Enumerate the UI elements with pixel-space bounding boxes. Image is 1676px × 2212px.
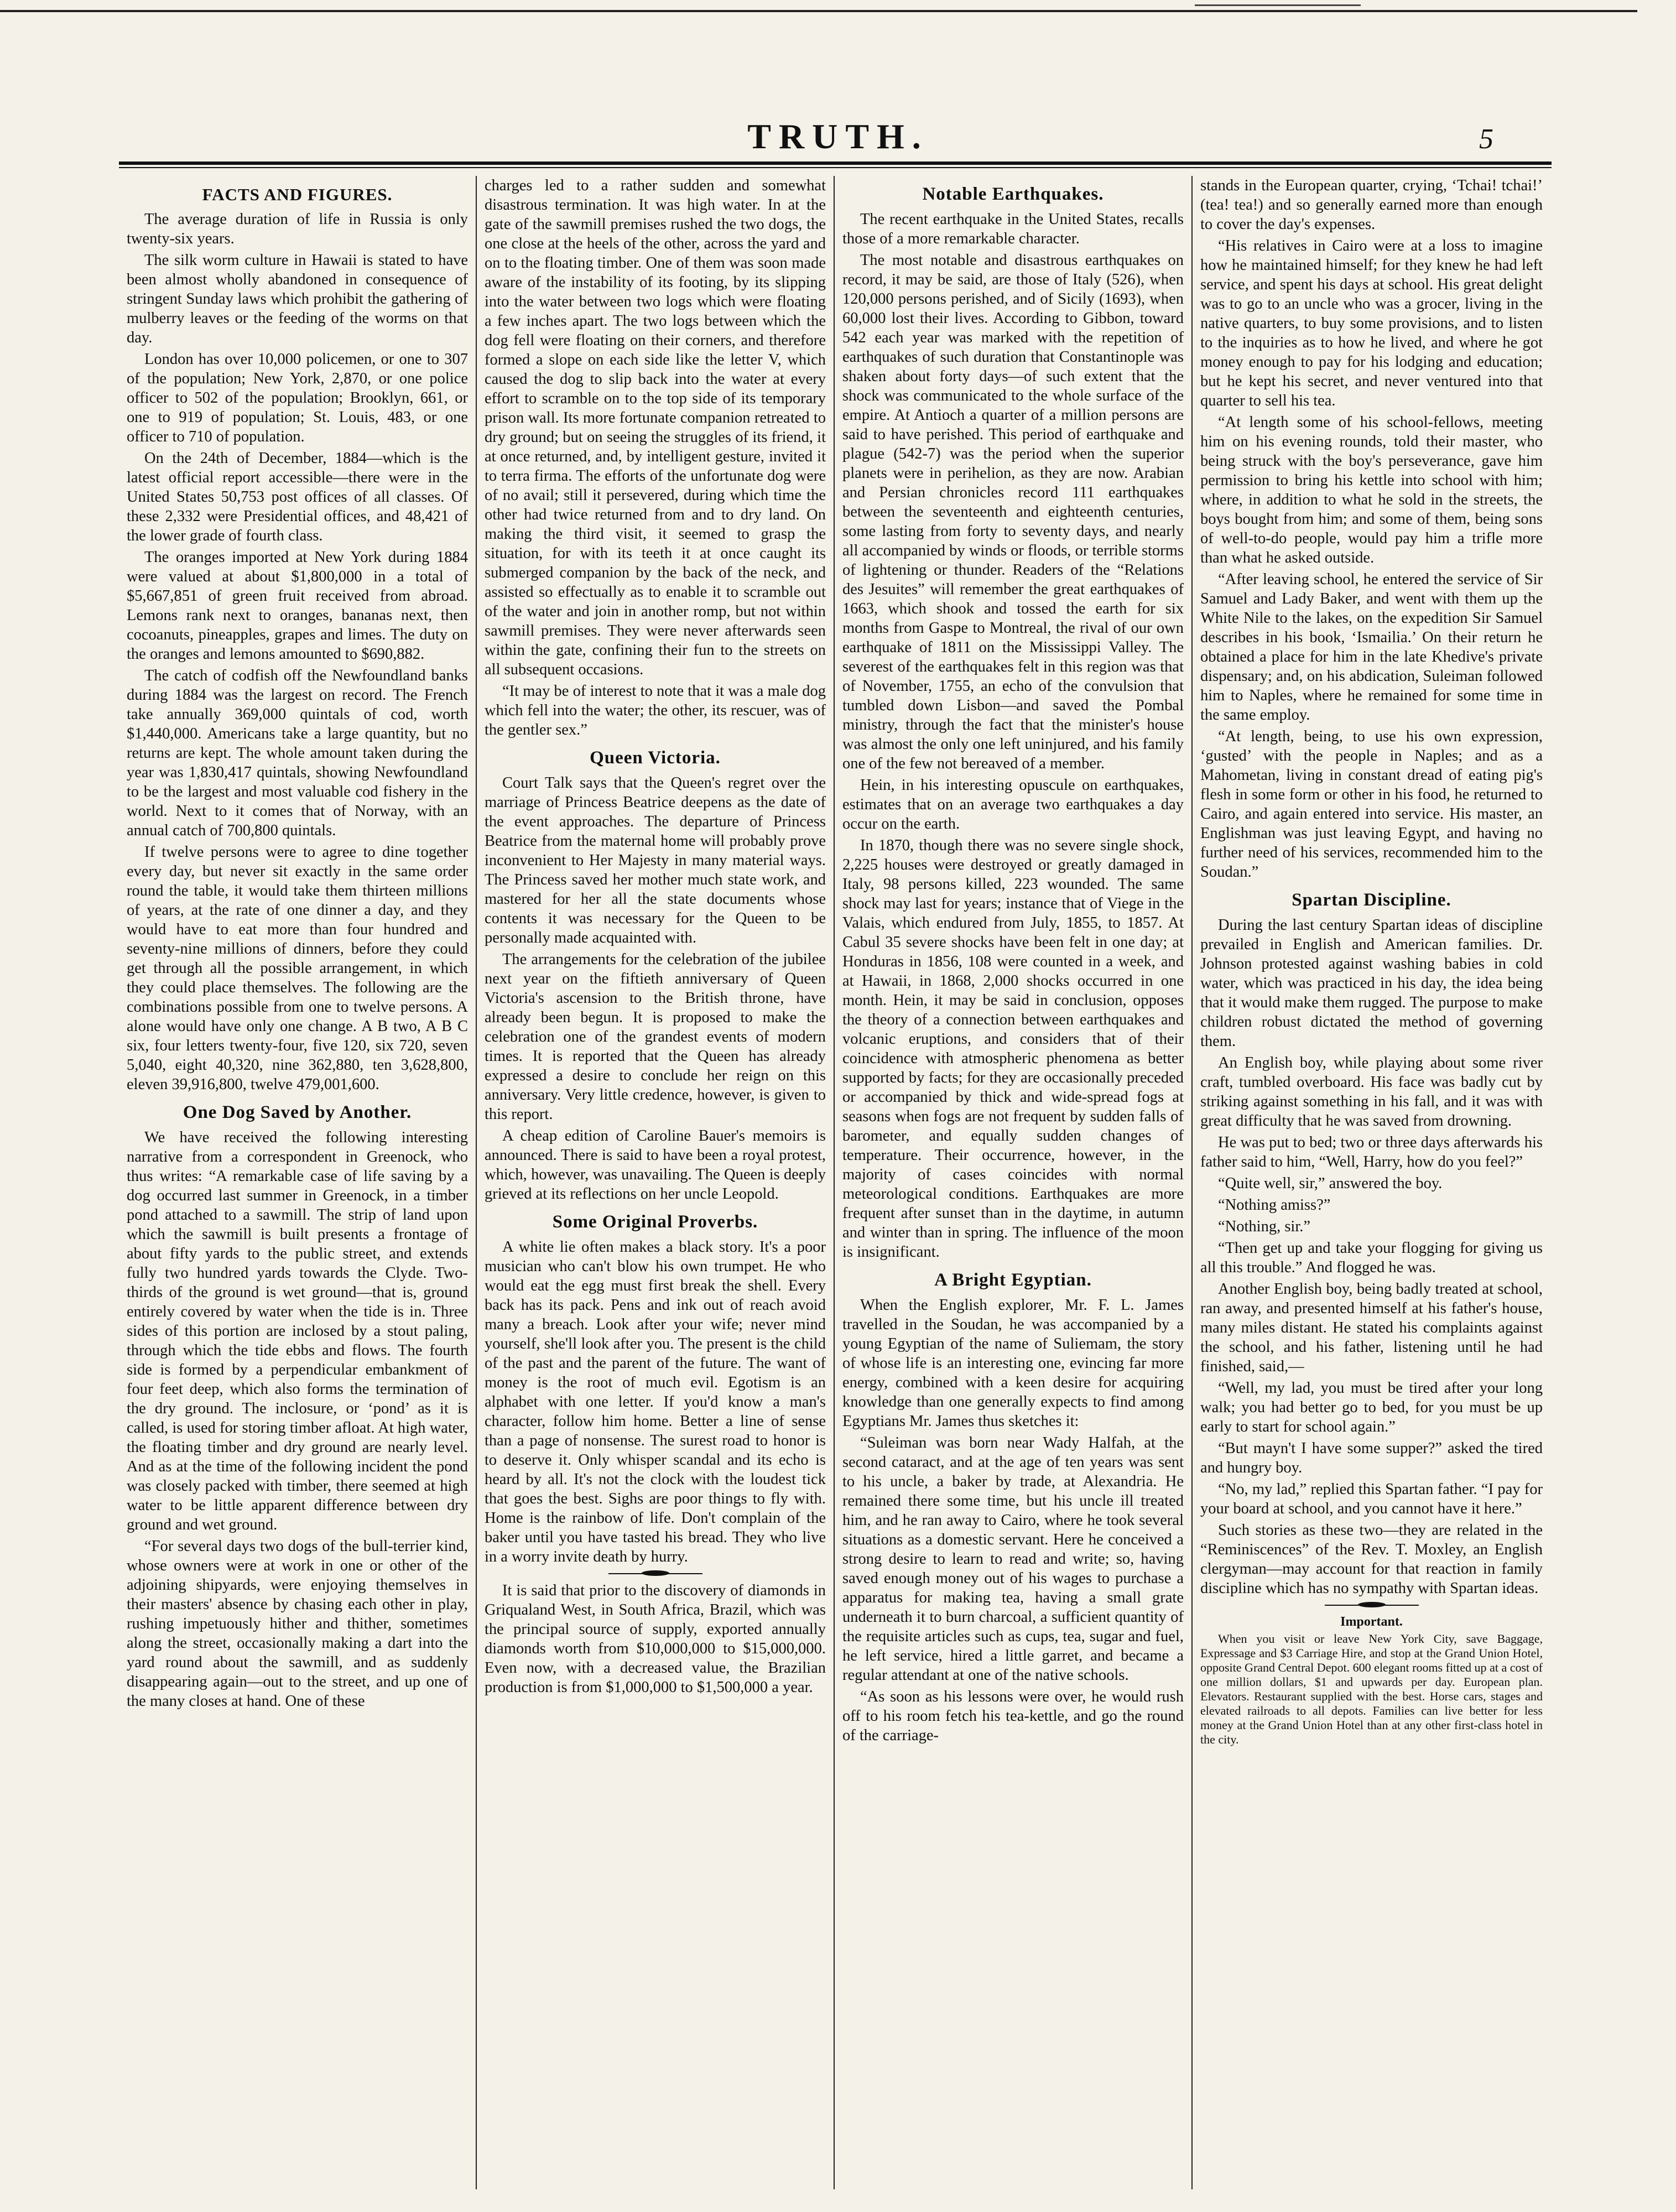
article-paragraph: On the 24th of December, 1884—which is the latest official report accessible—there were in the United States 50,753 post offices of all classes. Of these 2,332 were Presidential offices, and 48,421 of the lower grade of fourth class. [127,450,468,544]
masthead-title: TRUTH. [747,117,929,156]
article-paragraph: “At length some of his school-fellows, meeting him on his evening rounds, told their master, who being struck with the boy's perseverance, gave him permission to bring his kettle into school with him; where, in addition to what he sold in the streets, the boys bought from him; and some of them, being sons of well-to-do people, would pay him a trifle more than what he asked outside. [1200,414,1543,566]
article-heading: One Dog Saved by Another. [183,1102,412,1122]
top-rule [0,10,1637,12]
column-4 [1193,176,1550,2189]
notice-text: When you visit or leave New York City, save Baggage, Expressage and $3 Carriage Hire, and stop at the Grand Union Hotel, opposite Grand Central Depot. 600 elegant rooms fitted up at a cost of one million dollars, $1 and upwards per day. European plan. Elevators. Restaurant supplied with the best. Horse cars, stages and elevated railroads to all depots. Families can live better for less money at the Grand Union Hotel than at any other first-class hotel in the city. [1200,1632,1543,1746]
article-paragraph: The most notable and disastrous earthquakes on record, it may be said, are those of Italy (526), when 120,000 persons perished, and of Sicily (1693), when 60,000 lost their lives. According to Gibbon, toward 542 each year was marked with the repetition of earthquakes of such duration that Constantinople was shaken about forty days—of such extent that the shock was communicated to the whole surface of the empire. At Antioch a quarter of a million persons are said to have perished. This period of earthquake and plague (542-7) was the period when the superior planets were in perihelion, as they are now. Arabian and Persian chronicles record 111 earthquakes between the seventeenth and eighteenth centuries, some lasting from forty to seventy days, and nearly all accompanied by winds or floods, or terrible storms of lightening or thunder. Readers of the “Relations des Jesuites” will remember the great earthquakes of 1663, which shook and tossed the earth for six months from Gaspe to Montreal, the rival of our own earthquake of 1811 on the Mississippi Valley. The severest of the earthquakes felt in this region was that of November, 1755, an echo of the convulsion that tumbled down Lisbon—and saved the Pombal ministry, through the fact that the minister's house was almost the only one left uninjured, and his family one of the few not bereaved of a member. [842,252,1184,772]
article-paragraph: Hein, in his interesting opuscule on earthquakes, estimates that on an average two earthquakes a day occur on the earth. [842,777,1184,832]
article-paragraph: “But mayn't I have some supper?” asked the tired and hungry boy. [1200,1440,1543,1476]
article-paragraph: “For several days two dogs of the bull-terrier kind, whose owners were at work in one or other of the adjoining shipyards, were enjoying themselves in their masters' absence by chasing each other in play, rushing impetuously hither and thither, sometimes along the street, occasionally making a dart into the yard round about the sawmill, and as suddenly disappearing again—out to the street, and up one of the many closes at hand. One of these [127,1538,468,1710]
page-number: 5 [1479,123,1493,155]
notice-title: Important. [1340,1615,1403,1629]
article-heading: Some Original Proverbs. [552,1212,758,1232]
header-rule-thin [119,167,1552,168]
article-paragraph: The average duration of life in Russia is only twenty-six years. [127,211,468,247]
article-paragraph: charges led to a rather sudden and somewhat disastrous termination. It was high water. In at the gate of the sawmill premises rushed the two dogs, the one close at the heels of the other, across the yard and on to the floating timber. One of them was soon made aware of the instability of its footing, by its slipping into the water between two logs which were floating a few inches apart. The two logs between which the dog fell were floating on their corners, and therefore formed a slope on each side like the letter V, which caused the dog to slip back into the water at every effort to scramble on to the top side of its temporary prison wall. Its more fortunate companion retreated to dry ground; but on seeing the struggles of its friend, it at once returned, and, by intelligent gesture, invited it to terra firma. The efforts of the unfortunate dog were of no avail; still it persevered, during which time the other had twice returned from and to dry land. On making the third visit, it seemed to grasp the situation, for with its teeth it at once caught its submerged companion by the back of the neck, and assisted so effectually as to enable it to scramble out of the water and join in another romp, but not within sawmill premises. They were never afterwards seen within the gate, confining their fun to the streets on all subsequent occasions. [485,177,826,678]
article-heading: A Bright Egyptian. [934,1270,1092,1290]
section-divider [1325,1605,1419,1606]
article-paragraph: Another English boy, being badly treated at school, ran away, and presented himself at his father's house, many miles distant. He stated his complaints against the school, and his father, listening until he had finished, said,— [1200,1281,1543,1375]
article-paragraph: London has over 10,000 policemen, or one to 307 of the population; New York, 2,870, or one police officer to 502 of the population; Brooklyn, 661, or one to 919 of population; St. Louis, 483, or one officer to 710 of population. [127,351,468,445]
article-paragraph: The oranges imported at New York during 1884 were valued at about $1,800,000 in a total of $5,667,851 of green fruit received from abroad. Lemons rank next to oranges, bananas next, then cocoanuts, pineapples, grapes and limes. The duty on the oranges and lemons amounted to $690,882. [127,549,468,663]
article-paragraph: “Then get up and take your flogging for giving us all this trouble.” And flogged he was. [1200,1240,1543,1276]
article-paragraph: “Quite well, sir,” answered the boy. [1218,1175,1443,1192]
section-divider [608,1573,702,1574]
article-paragraph: The catch of codfish off the Newfoundland banks during 1884 was the largest on record. The French take annually 369,000 quintals of cod, worth $1,440,000. Americans take a large quantity, but no returns are kept. The whole amount taken during the year was 1,830,417 quintals, showing Newfoundland to be the largest and most valuable cod fishery in the world. Next to it comes that of Norway, with an annual catch of 700,800 quintals. [127,667,468,839]
article-heading: Notable Earthquakes. [922,184,1104,204]
article-paragraph: It is said that prior to the discovery of diamonds in Griqualand West, in South Africa, Brazil, which was the principal source of supply, exported annually diamonds worth from $10,000,000 to $15,000,000. Even now, with a decreased value, the Brazilian production is from $1,000,000 to $1,500,000 a year. [485,1582,826,1696]
column-1 [119,176,477,2189]
article-paragraph: An English boy, while playing about some river craft, tumbled overboard. His face was badly cut by striking against something in his fall, and it was with great difficulty that he was saved from drowning. [1200,1054,1543,1130]
article-paragraph: “Well, my lad, you must be tired after your long walk; you had better go to bed, for you must be up early to start for school again.” [1200,1380,1543,1435]
header-rule [119,162,1552,165]
article-paragraph: In 1870, though there was no severe single shock, 2,225 houses were destroyed or greatly damaged in Italy, 98 persons killed, 223 wounded. The same shock may last for years; instance that of Viege in the Valais, which endured from July, 1855, to 1857. At Cabul 35 severe shocks have been felt in one day; at Honduras in 1856, 108 were counted in a week, and at Hawaii, in 1868, 2,000 shocks occurred in one month. Hein, it may be said in conclusion, opposes the theory of a connection between earthquakes and volcanic eruptions, and considers that of their coincidence with atmospheric phenomena as better supported by facts; for they are occasionally preceded or accompanied by thick and wide-spread fogs at seasons when fogs are not frequent by sudden falls of barometer, and equally sudden changes of temperature. Their occurrence, however, in the majority of cases coincides with normal meteorological conditions. Earthquakes are more frequent after sunset than in the daytime, in autumn and winter than in spring. The influence of the moon is insignificant. [842,837,1184,1261]
article-heading: Queen Victoria. [590,748,721,768]
article-paragraph: “His relatives in Cairo were at a loss to imagine how he maintained himself; for they knew he had left service, and spent his days at school. His great delight was to go to an uncle who was a grocer, living in the native quarters, to buy some provisions, and to listen to the inquiries as to how he lived, and where he got money enough to pay for his lodging and education; but he kept his secret, and never ventured into that quarter to sell his tea. [1200,237,1543,409]
article-heading: FACTS AND FIGURES. [202,185,393,204]
article-paragraph: “Nothing, sir.” [1218,1218,1311,1235]
article-paragraph: A white lie often makes a black story. It's a poor musician who can't blow his own trumpet. He who would eat the egg must first break the shell. Every back has its pack. Pens and ink out of reach avoid many a breach. Look after your wife; never mind yourself, she'll look after you. The present is the child of the past and the parent of the future. The want of money is the root of much evil. Egotism is an alphabet with one letter. If you'd know a man's character, follow him home. Better a line of sense than a page of nonsense. The surest road to honor is to deserve it. Only whisper scandal and its echo is heard by all. It's not the clock with the loudest tick that goes the best. Sighs are poor things to fly with. Home is the rainbow of life. Don't complain of the baker until you have tasted his bread. They who live in a worry invite death by hurry. [485,1238,826,1565]
article-heading: Spartan Discipline. [1292,890,1451,910]
article-paragraph: He was put to bed; two or three days afterwards his father said to him, “Well, Harry, how do you feel?” [1200,1134,1543,1170]
article-paragraph: We have received the following interesting narrative from a correspondent in Greenock, who thus writes: “A remarkable case of life saving by a dog occurred last summer in Greenock, in a timber pond attached to a sawmill. The strip of land upon which the sawmill is built presents a frontage of about fifty yards to the public street, and extends fully two hundred yards towards the Clyde. Two-thirds of the ground is wet ground—that is, ground entirely covered by water when the tide is in. Three sides of this portion are inclosed by a stout paling, through which the tide ebbs and flows. The fourth side is formed by a perpendicular embankment of four feet deep, which also forms the termination of the dry ground. The inclosure, or ‘pond’ as it is called, is used for storing timber afloat. At high water, the floating timber and dry ground are nearly level. And as at the time of the following incident the pond was closely packed with timber, there seemed at high water to be little apparent difference between dry ground and wet ground. [127,1129,468,1533]
article-paragraph: “It may be of interest to note that it was a male dog which fell into the water; the other, its rescuer, was of the gentler sex.” [485,683,826,738]
article-paragraph: “No, my lad,” replied this Spartan father. “I pay for your board at school, and you cannot have it here.” [1200,1481,1543,1517]
article-paragraph: “Nothing amiss?” [1218,1196,1331,1214]
column-3 [835,176,1193,2189]
article-paragraph: stands in the European quarter, crying, ‘Tchai! tchai!’ (tea! tea!) and so generally earned more than enough to cover the day's expenses. [1200,177,1543,233]
article-paragraph: “As soon as his lessons were over, he would rush off to his room fetch his tea-kettle, and go the round of the carriage- [842,1688,1184,1744]
article-paragraph: A cheap edition of Caroline Bauer's memoirs is announced. There is said to have been a royal protest, which, however, was unavailing. The Queen is deeply grieved at its reflections on her uncle Leopold. [485,1127,826,1203]
top-rule-fragment [1195,4,1361,6]
article-paragraph: If twelve persons were to agree to dine together every day, but never sit exactly in the same order round the table, it would take them thirteen millions of years, at the rate of one dinner a day, and they would have to eat more than four hundred and seventy-nine millions of dinners, before they could get through all the possible arrangement, in which they could place themselves. The following are the combinations possible from one to twelve persons. A alone would have only one change. A B two, A B C six, four letters twenty-four, five 120, six 720, seven 5,040, eight 40,320, nine 362,880, ten 3,628,800, eleven 39,916,800, twelve 479,001,600. [127,844,468,1093]
article-paragraph: “After leaving school, he entered the service of Sir Samuel and Lady Baker, and went with them up the White Nile to the lakes, on the expedition Sir Samuel describes in his book, ‘Ismailia.’ On their return he obtained a place for him in the late Khedive's private dispensary; and, on his abdication, Suleiman followed him to Naples, where he remained for some time in the same employ. [1200,571,1543,724]
newspaper-page [119,176,1552,2189]
article-paragraph: The silk worm culture in Hawaii is stated to have been almost wholly abandoned in consequence of stringent Sunday laws which prohibit the gathering of mulberry leaves or the feeding of the worms on that day. [127,252,468,346]
article-paragraph: “Suleiman was born near Wady Halfah, at the second cataract, and at the age of ten years was sent to his uncle, a baker by trade, at Alexandria. He remained there some time, but his uncle ill treated him, and he ran away to Cairo, where he took several situations as a domestic servant. Here he conceived a strong desire to learn to read and write; so, having saved enough money out of his wages to purchase a apparatus for making tea, having a small grate underneath it to burn charcoal, a sufficient quantity of the requisite articles such as cups, tea, sugar and fuel, he left service, hired a little garret, and became a regular attendant at one of the native schools. [842,1434,1184,1684]
article-paragraph: During the last century Spartan ideas of discipline prevailed in English and American families. Dr. Johnson protested against washing babies in cold water, which was practiced in his day, the idea being that it would make them rugged. The purpose to make children robust dictated the method of governing them. [1200,917,1543,1050]
article-paragraph: The recent earthquake in the United States, recalls those of a more remarkable character. [842,211,1184,247]
article-paragraph: When the English explorer, Mr. F. L. James travelled in the Soudan, he was accompanied by a young Egyptian of the name of Suliemam, the story of whose life is an interesting one, evincing far more energy, combined with a keen desire for acquiring knowledge than one generally expects to find among Egyptians Mr. James thus sketches it: [842,1297,1184,1430]
article-paragraph: Court Talk says that the Queen's regret over the marriage of Princess Beatrice deepens as the date of the event approaches. The departure of Princess Beatrice from the maternal home will probably prove inconvenient to Her Majesty in many material ways. The Princess saved her mother much state work, and mastered for her all the state documents whose contents it was necessary for the Queen to be personally made acquainted with. [485,774,826,946]
article-paragraph: Such stories as these two—they are related in the “Reminiscences” of the Rev. T. Moxley, an English clergyman—may account for that reaction in family discipline which has no sympathy with Spartan ideas. [1200,1522,1543,1597]
article-paragraph: “At length, being, to use his own expression, ‘gusted’ with the people in Naples; and as a Mahometan, living in constant dread of eating pig's flesh in some form or other in his food, he returned to Cairo, and again entered into service. His master, an Englishman was just leaving Egypt, and having no further need of his services, recommended him to the Soudan.” [1200,728,1543,881]
column-2 [477,176,835,2189]
article-paragraph: The arrangements for the celebration of the jubilee next year on the fiftieth anniversary of Queen Victoria's ascension to the British throne, have already been begun. It is proposed to make the celebration one of the grandest events of modern times. It is reported that the Queen has already expressed a desire to conclude her reign on this anniversary. Very little credence, however, is given to this report. [485,951,826,1123]
